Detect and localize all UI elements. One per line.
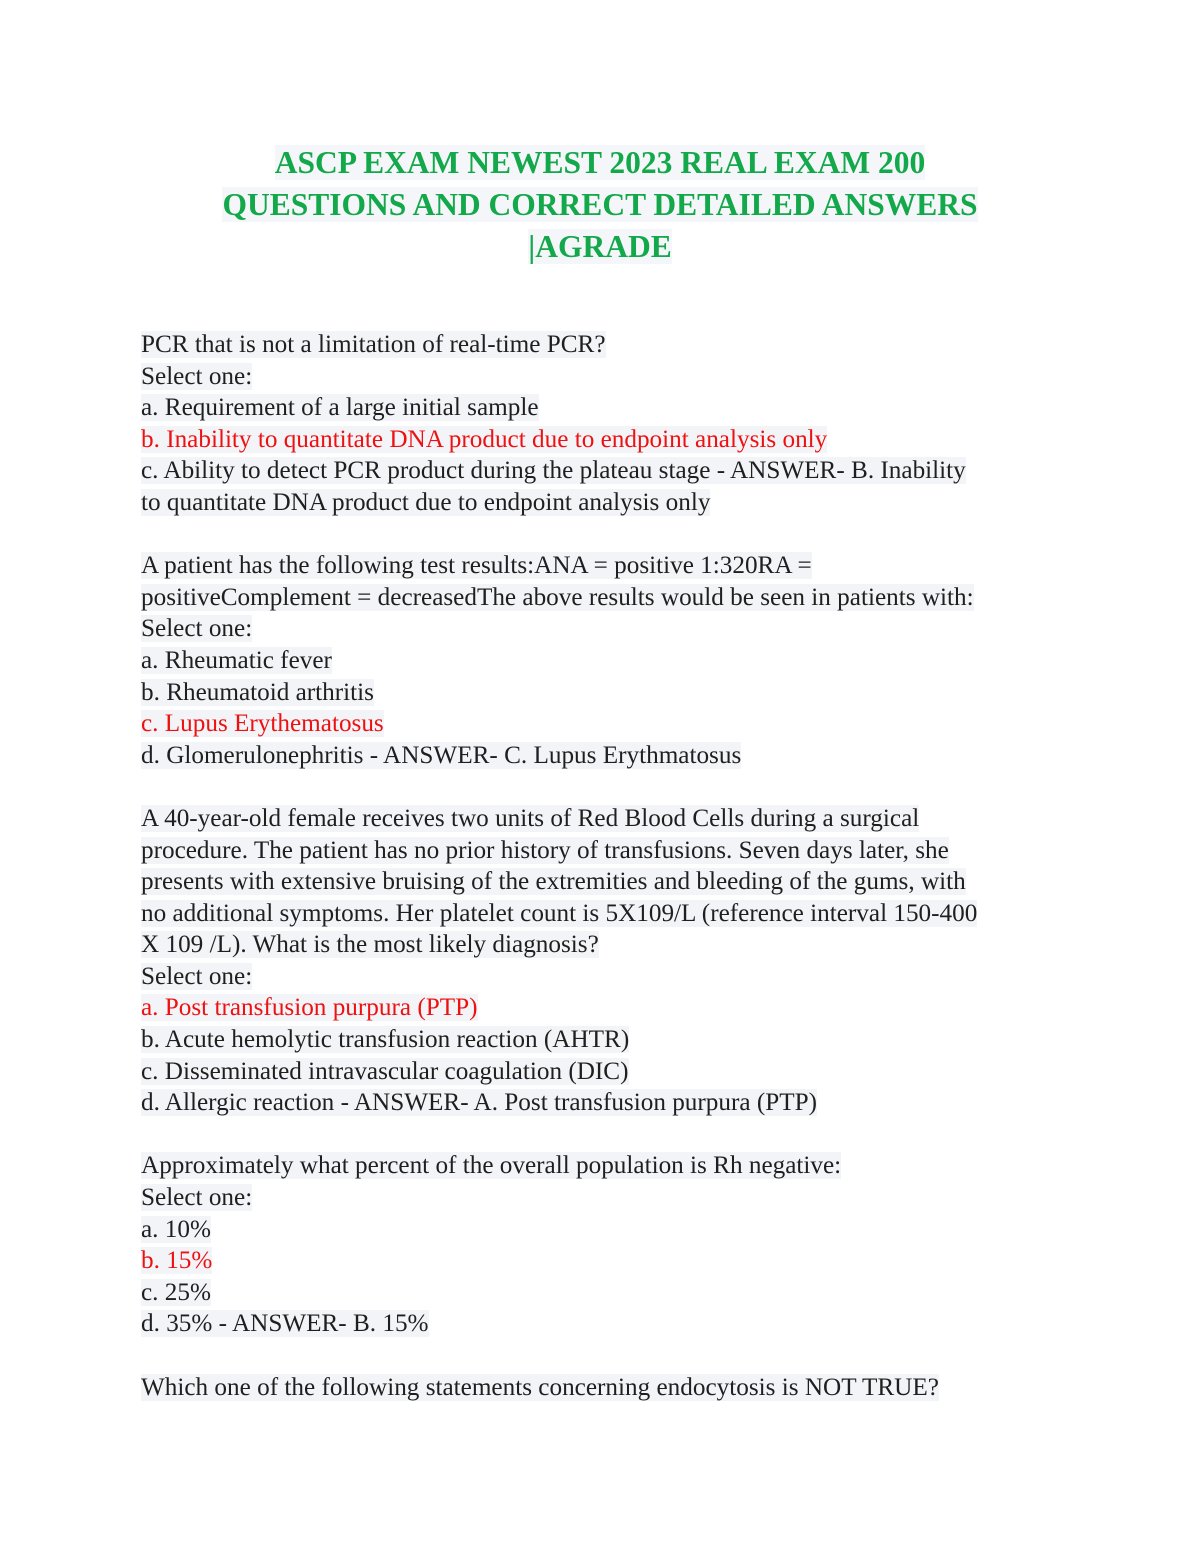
question-line: [141, 803, 1101, 835]
question-text: a. Requirement of a large initial sample: [141, 394, 539, 422]
question-block: [141, 329, 1101, 519]
question-text: Select one:: [141, 615, 253, 643]
question-line: [141, 835, 1101, 867]
correct-answer-line: [141, 992, 1101, 1024]
title-line-text: QUESTIONS AND CORRECT DETAILED ANSWERS: [222, 187, 978, 222]
question-text: presents with extensive bruising of the extremities and bleeding of the gums, with: [141, 868, 966, 896]
question-text: a. Rheumatic fever: [141, 646, 332, 674]
question-text: b. Acute hemolytic transfusion reaction (AHTR): [141, 1026, 630, 1054]
document-title: [100, 142, 1100, 268]
question-spacer: [141, 1340, 1101, 1372]
correct-answer-line: [141, 1245, 1101, 1277]
question-line: [141, 487, 1101, 519]
question-line: [141, 929, 1101, 961]
question-text: to quantitate DNA product due to endpoint analysis only: [141, 488, 711, 516]
question-line: [141, 866, 1101, 898]
question-text: d. Allergic reaction - ANSWER- A. Post transfusion purpura (PTP): [141, 1089, 818, 1117]
question-line: [141, 582, 1101, 614]
title-line: [100, 184, 1100, 226]
question-text: c. Disseminated intravascular coagulation (DIC): [141, 1057, 629, 1085]
correct-answer-line: [141, 424, 1101, 456]
correct-answer-text: a. Post transfusion purpura (PTP): [141, 994, 478, 1022]
correct-answer-text: b. Inability to quantitate DNA product due to endpoint analysis only: [141, 425, 828, 453]
question-line: [141, 1182, 1101, 1214]
question-line: [141, 550, 1101, 582]
question-line: [141, 898, 1101, 930]
question-line: [141, 677, 1101, 709]
question-block: [141, 803, 1101, 1119]
question-line: [141, 1056, 1101, 1088]
question-text: A 40-year-old female receives two units of Red Blood Cells during a surgical: [141, 804, 920, 832]
question-block: [141, 1372, 1101, 1404]
question-block: [141, 550, 1101, 771]
title-line: [100, 226, 1100, 268]
question-line: [141, 613, 1101, 645]
question-text: Select one:: [141, 362, 253, 390]
question-text: Approximately what percent of the overall population is Rh negative:: [141, 1152, 842, 1180]
title-line-text: |AGRADE: [528, 229, 672, 264]
question-text: Select one:: [141, 962, 253, 990]
question-line: [141, 392, 1101, 424]
question-line: [141, 740, 1101, 772]
question-line: [141, 1214, 1101, 1246]
question-text: d. Glomerulonephritis - ANSWER- C. Lupus Erythmatosus: [141, 741, 742, 769]
question-text: PCR that is not a limitation of real-time PCR?: [141, 331, 606, 358]
question-text: A patient has the following test results:ANA = positive 1:320RA =: [141, 552, 812, 580]
question-text: d. 35% - ANSWER- B. 15%: [141, 1310, 429, 1338]
question-line: [141, 645, 1101, 677]
correct-answer-line: [141, 708, 1101, 740]
question-line: [141, 1277, 1101, 1309]
question-text: c. Ability to detect PCR product during the plateau stage - ANSWER- B. Inability: [141, 457, 966, 485]
question-text: no additional symptoms. Her platelet count is 5X109/L (reference interval 150-400: [141, 899, 978, 927]
question-text: b. Rheumatoid arthritis: [141, 678, 374, 706]
question-line: [141, 961, 1101, 993]
question-text: a. 10%: [141, 1215, 211, 1243]
question-spacer: [141, 519, 1101, 551]
correct-answer-text: b. 15%: [141, 1247, 213, 1275]
question-text: Select one:: [141, 1184, 253, 1212]
question-block: [141, 1150, 1101, 1340]
correct-answer-text: c. Lupus Erythematosus: [141, 710, 384, 738]
title-line-text: ASCP EXAM NEWEST 2023 REAL EXAM 200: [274, 145, 926, 180]
question-line: [141, 1024, 1101, 1056]
question-spacer: [141, 771, 1101, 803]
question-text: c. 25%: [141, 1278, 211, 1306]
question-list: [141, 329, 1101, 1403]
question-spacer: [141, 1119, 1101, 1151]
question-line: [141, 1150, 1101, 1182]
question-line: [141, 361, 1101, 393]
question-line: [141, 1087, 1101, 1119]
question-text: Which one of the following statements concerning endocytosis is NOT TRUE?: [141, 1373, 939, 1401]
question-line: [141, 329, 1101, 361]
question-text: procedure. The patient has no prior history of transfusions. Seven days later, she: [141, 836, 949, 864]
question-text: positiveComplement = decreasedThe above results would be seen in patients with:: [141, 583, 974, 611]
question-text: X 109 /L). What is the most likely diagnosis?: [141, 931, 599, 959]
question-line: [141, 1308, 1101, 1340]
title-line: [100, 142, 1100, 184]
question-line: [141, 1372, 1101, 1404]
question-line: [141, 455, 1101, 487]
